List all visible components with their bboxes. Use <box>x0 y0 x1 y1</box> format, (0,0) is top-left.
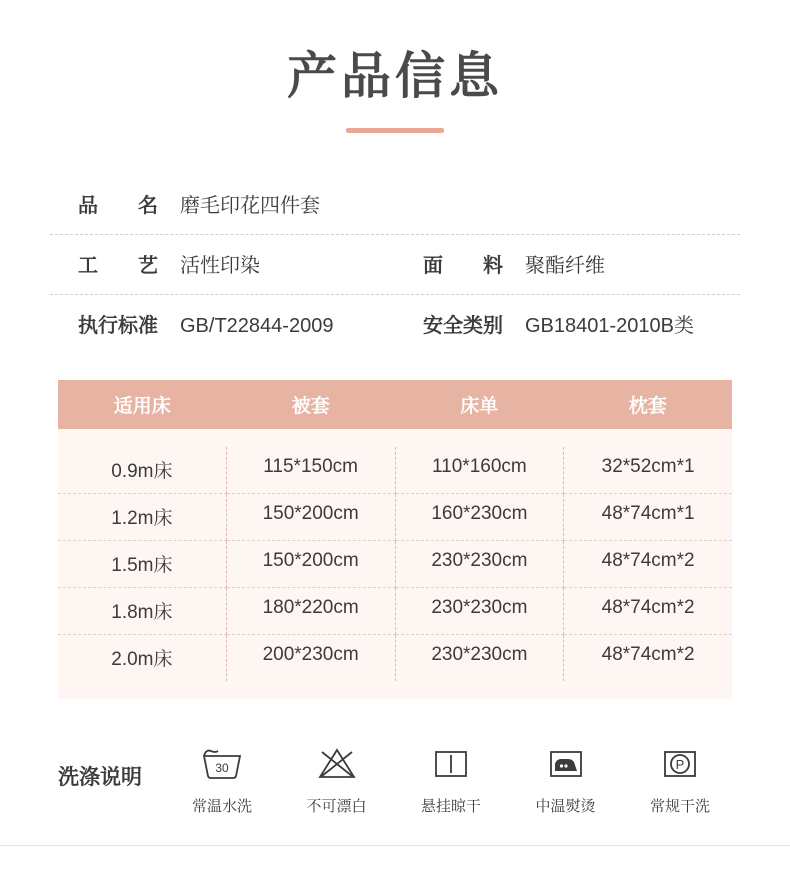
spec-cell-safety <box>395 309 740 338</box>
spec-value: 聚酯纤维 <box>525 254 605 277</box>
size-table-header-row <box>58 380 732 429</box>
size-table-header-cell: 枕套 <box>628 395 667 417</box>
table-cell: 230*230cm <box>396 541 565 588</box>
wash-temp-label: 30 <box>215 760 229 775</box>
wash-care-item <box>170 739 274 816</box>
dry-clean-p-icon <box>628 739 732 787</box>
wash-care-label: 不可漂白 <box>306 797 367 815</box>
line-dry-icon <box>399 739 503 787</box>
page-title: 产品信息 <box>287 48 503 104</box>
iron-medium-icon <box>514 739 618 787</box>
table-cell: 150*200cm <box>227 494 396 541</box>
table-cell: 2.0m床 <box>58 635 227 681</box>
spec-cell-name <box>50 189 740 218</box>
size-table-header-cell: 适用床 <box>113 395 171 417</box>
wash-care-label: 常规干洗 <box>649 797 710 815</box>
spec-cell-standard <box>50 309 395 338</box>
spec-list <box>50 175 740 354</box>
table-cell: 230*230cm <box>396 635 565 681</box>
table-cell: 48*74cm*2 <box>564 588 732 635</box>
spec-value: 活性印染 <box>180 254 260 277</box>
spec-row <box>50 295 740 354</box>
wash-care-item <box>285 739 389 816</box>
spec-value: 磨毛印花四件套 <box>180 194 320 217</box>
spec-label: 工 艺 <box>78 254 158 277</box>
no-bleach-icon <box>285 739 389 787</box>
table-row <box>58 635 732 681</box>
table-cell: 48*74cm*2 <box>601 643 695 665</box>
table-cell: 115*150cm <box>227 447 396 494</box>
table-cell: 230*230cm <box>396 588 565 635</box>
wash-care-label: 中温熨烫 <box>535 797 596 815</box>
spec-row <box>50 235 740 295</box>
table-cell: 110*160cm <box>396 447 565 494</box>
wash-care-item <box>628 739 732 816</box>
size-table-bottom-spacer <box>58 681 732 699</box>
size-table-body <box>58 447 732 681</box>
table-cell: 160*230cm <box>396 494 565 541</box>
svg-text:P: P <box>675 756 685 772</box>
table-row <box>58 447 732 494</box>
table-cell: 1.2m床 <box>58 494 227 541</box>
title-underline <box>346 128 444 133</box>
spec-cell-material <box>395 249 740 278</box>
wash-care-item <box>514 739 618 816</box>
size-table-top-spacer <box>58 429 732 447</box>
wash-care-label: 悬挂晾干 <box>420 797 481 815</box>
table-cell: 0.9m床 <box>58 447 227 494</box>
spec-label: 执行标准 <box>78 314 158 337</box>
spec-row <box>50 175 740 235</box>
spec-value: GB18401-2010B类 <box>525 314 695 337</box>
wash-care-item <box>399 739 503 816</box>
size-table <box>58 380 732 699</box>
table-cell: 1.5m床 <box>58 541 227 588</box>
title-block <box>0 0 790 133</box>
wash-care-section <box>0 739 790 816</box>
size-table-header-cell: 被套 <box>291 395 330 417</box>
table-cell: 48*74cm*2 <box>564 541 732 588</box>
spec-label: 面 料 <box>423 254 503 277</box>
table-cell: 200*230cm <box>227 635 396 681</box>
spec-value: GB/T22844-2009 <box>180 314 334 337</box>
spec-label: 品 名 <box>78 194 158 217</box>
table-cell: 32*52cm*1 <box>564 447 732 494</box>
table-row <box>58 588 732 635</box>
size-table-header-cell: 床单 <box>460 395 499 417</box>
bottom-divider <box>0 845 790 846</box>
spec-cell-craft <box>50 249 395 278</box>
wash-care-title: 洗涤说明 <box>58 765 142 789</box>
table-cell: 1.8m床 <box>58 588 227 635</box>
table-row <box>58 494 732 541</box>
table-cell: 150*200cm <box>227 541 396 588</box>
spec-label: 安全类别 <box>423 314 503 337</box>
wash-tub-30-icon <box>170 739 274 787</box>
table-row <box>58 541 732 588</box>
wash-care-items <box>152 739 732 816</box>
wash-care-label: 常温水洗 <box>191 797 252 815</box>
table-cell: 180*220cm <box>227 588 396 635</box>
table-cell: 48*74cm*1 <box>564 494 732 541</box>
